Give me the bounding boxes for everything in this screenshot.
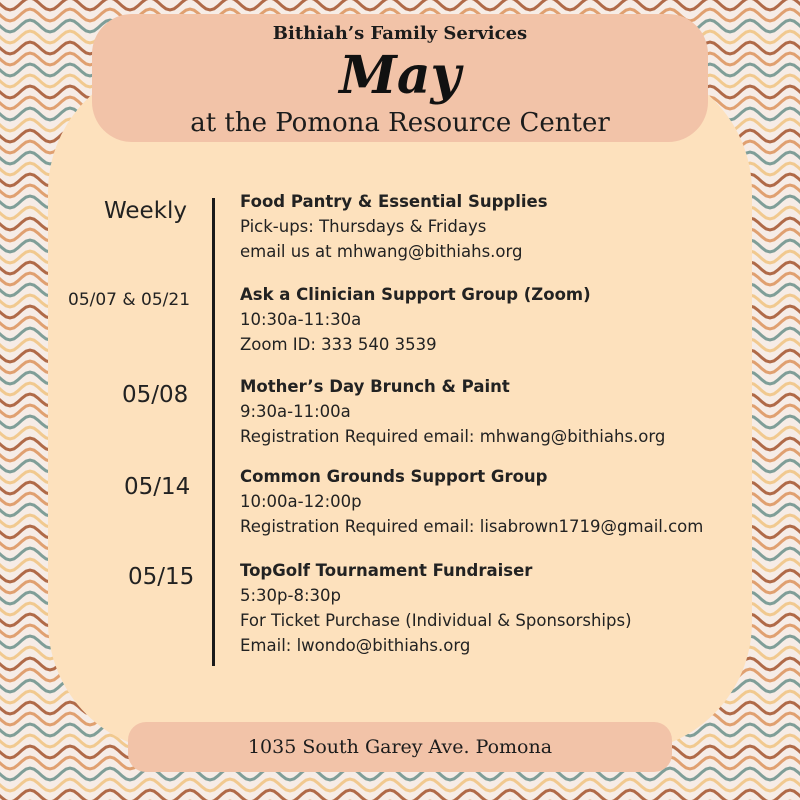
event-details <box>240 374 740 449</box>
event-line: email us at mhwang@bithiahs.org <box>240 242 523 261</box>
event-line: 10:00a-12:00p <box>240 492 362 511</box>
event-line: For Ticket Purchase (Individual & Sponsorships) <box>240 611 632 630</box>
event-line: Pick-ups: Thursdays & Fridays <box>240 217 487 236</box>
event-title: Food Pantry & Essential Supplies <box>240 192 548 211</box>
event-date: 05/14 <box>124 474 191 500</box>
organization-name: Bithiah’s Family Services <box>272 23 528 44</box>
event-line: Email: lwondo@bithiahs.org <box>240 636 471 655</box>
event-line: 9:30a-11:00a <box>240 402 351 421</box>
wave-line <box>0 779 800 791</box>
event-line: Registration Required email: lisabrown1719@gmail.com <box>240 517 704 536</box>
event-date: 05/15 <box>128 564 195 590</box>
title-banner <box>92 14 708 142</box>
event-details <box>240 282 740 357</box>
event-details <box>240 558 740 658</box>
event-line: Registration Required email: mhwang@bithiahs.org <box>240 427 666 446</box>
event-title: TopGolf Tournament Fundraiser <box>240 561 533 580</box>
event-details <box>240 464 740 539</box>
event-line: 10:30a-11:30a <box>240 310 362 329</box>
event-date: Weekly <box>104 198 188 224</box>
event-date: 05/08 <box>122 382 189 408</box>
timeline-divider <box>212 198 215 666</box>
month-title: May <box>339 45 461 106</box>
event-details <box>240 189 740 264</box>
wave-line <box>0 0 800 10</box>
event-title: Mother’s Day Brunch & Paint <box>240 377 510 396</box>
event-title: Common Grounds Support Group <box>240 467 548 486</box>
event-line: Zoom ID: 333 540 3539 <box>240 335 437 354</box>
wave-line <box>0 790 800 800</box>
event-date: 05/07 & 05/21 <box>68 290 191 310</box>
event-title: Ask a Clinician Support Group (Zoom) <box>240 285 591 304</box>
event-line: 5:30p-8:30p <box>240 586 342 605</box>
venue-subtitle: at the Pomona Resource Center <box>190 108 610 138</box>
address-banner: 1035 South Garey Ave. Pomona <box>128 722 672 772</box>
